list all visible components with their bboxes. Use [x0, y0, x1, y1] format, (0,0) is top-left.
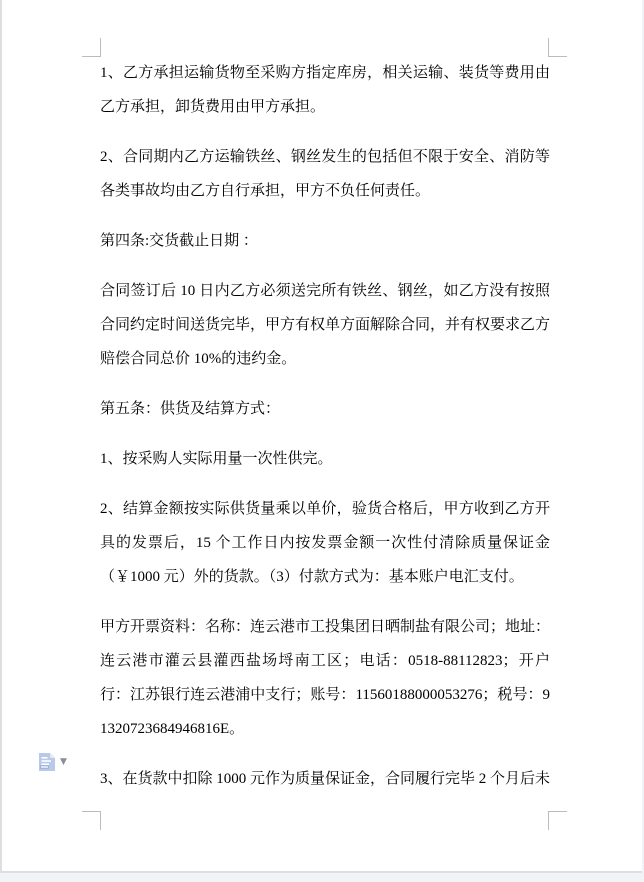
chevron-down-icon[interactable]: ▼: [60, 757, 67, 767]
paragraph-clause5-heading[interactable]: 第五条：供货及结算方式：: [100, 401, 281, 417]
paragraph-clause5-item3[interactable]: 3、在货款中扣除 1000 元作为质量保证金，合同履行完毕 2 个月后未: [100, 771, 551, 787]
margin-crop-mark-bottom-left: [82, 811, 101, 830]
paste-options-button[interactable]: [38, 752, 67, 772]
paragraph-clause5-item1[interactable]: 1、按采购人实际用量一次性供完。: [100, 451, 333, 467]
paste-icon: [38, 752, 56, 772]
paragraph-clause4-body[interactable]: 合同签订后 10 日内乙方必须送完所有铁丝、钢丝，如乙方没有按照合同约定时间送货完毕，甲方有权单方面解除合同，并有权要求乙方赔偿合同总价 10%的违约金。: [100, 283, 551, 367]
paragraph-clause3-item2[interactable]: 2、合同期内乙方运输铁丝、钢丝发生的包括但不限于安全、消防等各类事故均由乙方自行承担，甲方不负任何责任。: [100, 149, 550, 199]
paragraph-clause4-heading[interactable]: 第四条:交货截止日期 ：: [100, 233, 258, 249]
margin-crop-mark-bottom-right: [548, 811, 567, 830]
paragraph-clause3-item1[interactable]: 1、乙方承担运输货物至采购方指定库房，相关运输、装货等费用由乙方承担，卸货费用由甲方承担。: [100, 65, 550, 115]
paragraph-clause5-item2[interactable]: 2、结算金额按实际供货量乘以单价，验货合格后，甲方收到乙方开具的发票后，15 个工作日内按发票金额一次性付清除质量保证金（￥1000 元）外的货款。（3）付款方式为：基本账户电汇支付。: [100, 501, 550, 585]
document-text-area[interactable]: [2, 0, 644, 796]
paragraph-invoice-info[interactable]: 甲方开票资料：名称：连云港市工投集团日晒制盐有限公司；地址：连云港市灌云县灌西盐场埒南工区；电话：0518-88112823；开户行：江苏银行连云港浦中支行；账号：11560188000053276；税号：91320723684946816E。: [100, 619, 551, 737]
